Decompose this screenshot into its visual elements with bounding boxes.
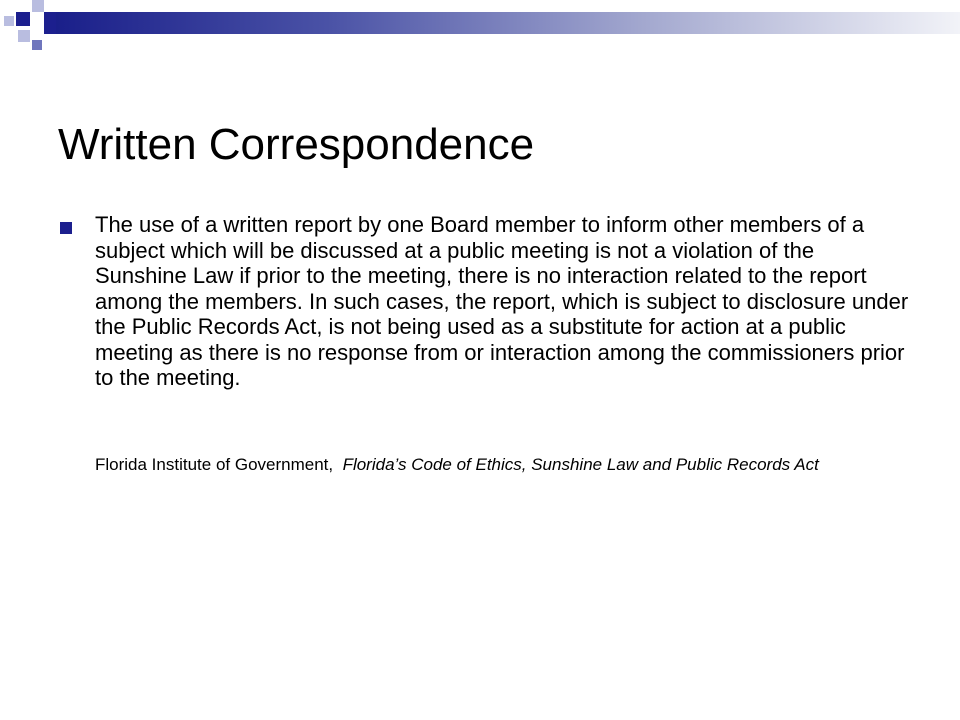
bullet-text: The use of a written report by one Board member to inform other members of a subject which will be discussed at a public meeting is not a violation of the Sunshine Law if prior to the meeting, there is no interaction related to the report among the members. In such cases, the report, which is subject to disclosure under the Public Records Act, is not being used as a substitute for action at a public meeting as there is no response from or interaction among the commissioners prior to the meeting. (95, 212, 909, 390)
decor-square (32, 40, 42, 50)
citation (95, 455, 915, 474)
header-decoration (0, 0, 960, 52)
slide-title: Written Correspondence (58, 120, 535, 170)
decor-square (4, 16, 14, 26)
decor-square (18, 30, 30, 42)
square-bullet-icon (60, 222, 72, 234)
citation-work-title: Florida’s Code of Ethics, Sunshine Law and Public Records Act (342, 455, 819, 474)
decor-square (32, 0, 44, 12)
citation-source: Florida Institute of Government, (95, 455, 334, 474)
decor-square (44, 12, 56, 34)
decor-square (0, 0, 14, 14)
header-gradient-bar (56, 12, 960, 34)
decor-square (16, 12, 30, 26)
